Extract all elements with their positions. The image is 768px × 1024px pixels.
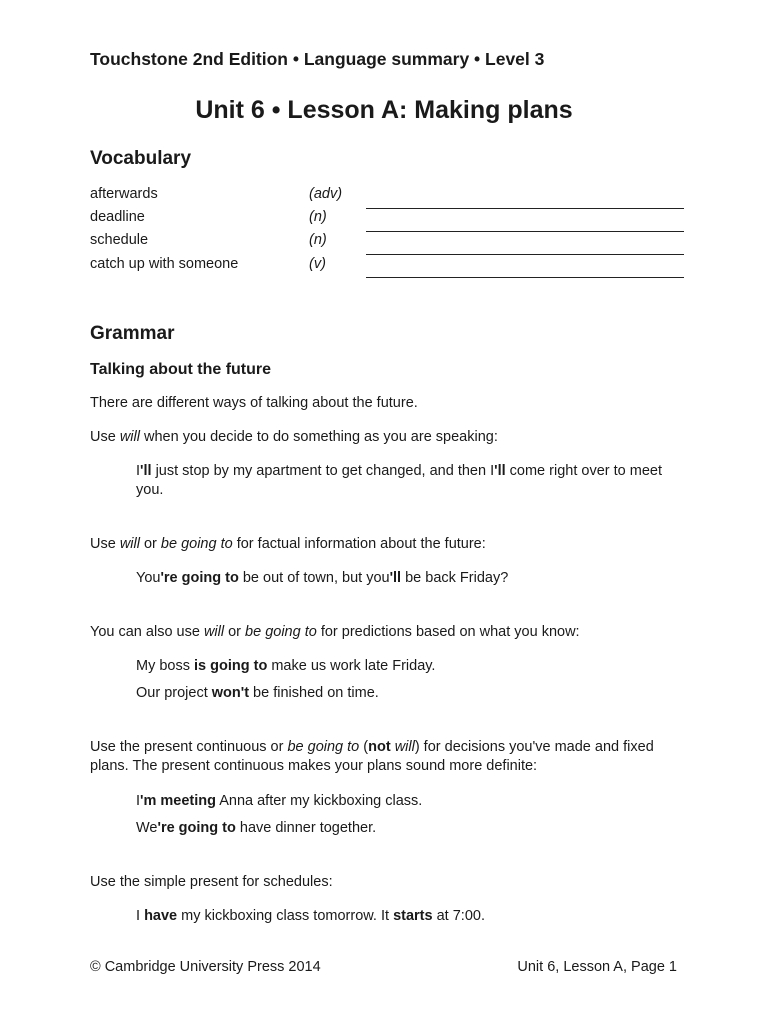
grammar-subheading: Talking about the future [90, 361, 272, 378]
vocab-answer-line [366, 208, 684, 209]
grammar-intro: There are different ways of talking about the future. [90, 395, 418, 411]
vocab-part-of-speech: (n) [309, 232, 327, 248]
vocab-word: schedule [90, 232, 149, 248]
document-header: Touchstone 2nd Edition • Language summary • Level 3 [90, 49, 545, 69]
rule-present-continuous: Use the present continuous or be going to (not will) for decisions you've made and fixed plans. The present continuous makes your plans sound more definite: [90, 739, 654, 774]
example-sentence: You're going to be out of town, but you'll be back Friday? [136, 570, 509, 586]
vocab-answer-line [366, 254, 684, 255]
page-title: Unit 6 • Lesson A: Making plans [195, 96, 573, 124]
page-number-footer: Unit 6, Lesson A, Page 1 [517, 959, 677, 975]
rule-simple-present: Use the simple present for schedules: [90, 874, 333, 890]
vocab-word: deadline [90, 209, 145, 225]
vocab-part-of-speech: (n) [309, 209, 327, 225]
vocabulary-heading: Vocabulary [90, 148, 192, 169]
vocab-word: catch up with someone [90, 256, 239, 272]
example-sentence: I'll just stop by my apartment to get changed, and then I'll come right over to meet you. [136, 463, 662, 498]
grammar-heading: Grammar [90, 323, 175, 344]
vocab-answer-line [366, 277, 684, 278]
rule-predictions: You can also use will or be going to for predictions based on what you know: [90, 624, 580, 640]
vocab-word: afterwards [90, 186, 158, 202]
rule-will: Use will when you decide to do something as you are speaking: [90, 429, 498, 445]
example-sentence: I'm meeting Anna after my kickboxing class. [136, 793, 423, 809]
copyright-footer: © Cambridge University Press 2014 [90, 959, 321, 975]
example-sentence: We're going to have dinner together. [136, 820, 377, 836]
vocab-part-of-speech: (v) [309, 256, 326, 272]
example-sentence: Our project won't be finished on time. [136, 685, 379, 701]
rule-factual-information: Use will or be going to for factual information about the future: [90, 536, 486, 552]
example-sentence: My boss is going to make us work late Friday. [136, 658, 436, 674]
vocab-part-of-speech: (adv) [309, 186, 343, 202]
example-sentence: I have my kickboxing class tomorrow. It starts at 7:00. [136, 908, 485, 924]
vocab-answer-line [366, 231, 684, 232]
